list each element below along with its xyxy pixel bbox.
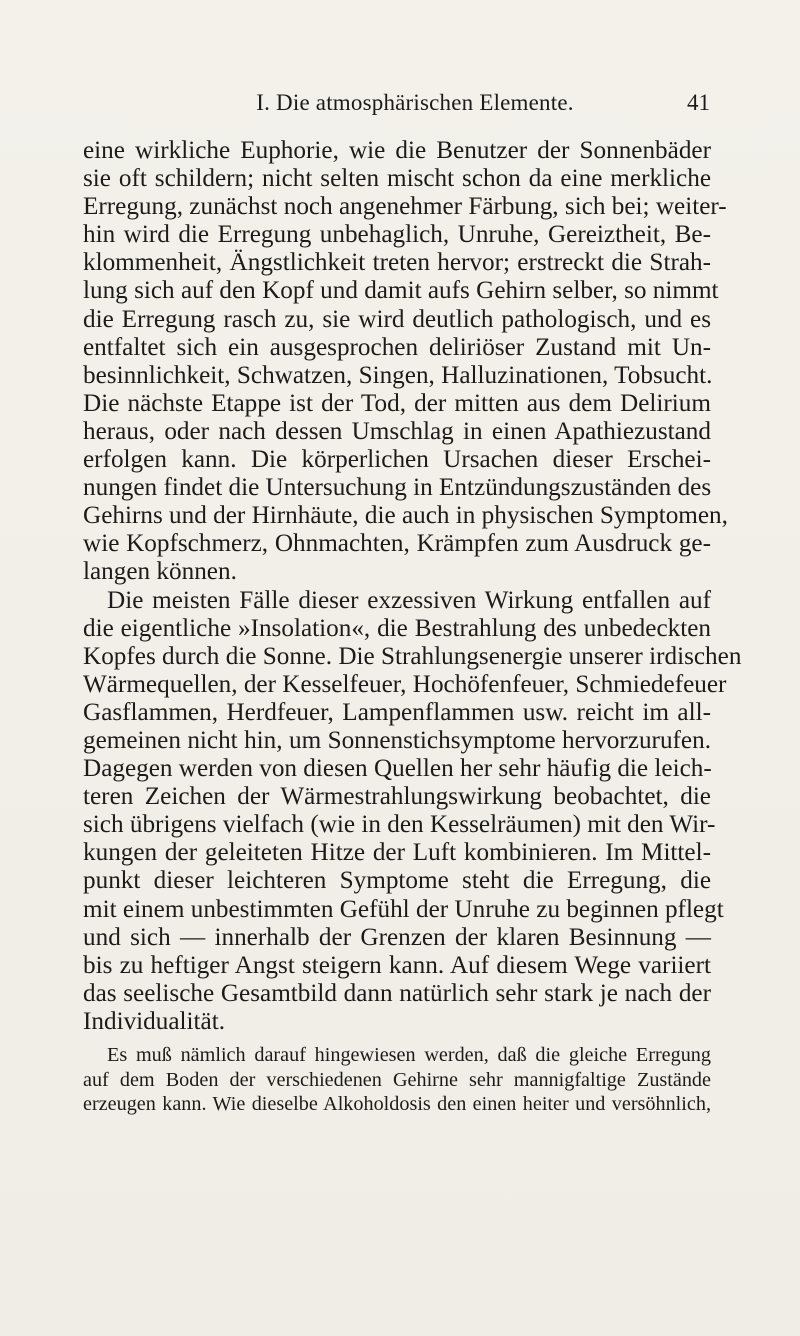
text-line: das seelische Gesamtbild dann natürlich sehr stark je nach der <box>83 979 711 1007</box>
text-line: besinnlichkeit, Schwatzen, Singen, Halluzinationen, Tobsucht. <box>83 361 713 389</box>
text-line: heraus, oder nach dessen Umschlag in einen Apathiezustand <box>83 417 711 445</box>
text-line: erfolgen kann. Die körperlichen Ursachen dieser Erschei- <box>83 446 711 474</box>
text-line: mit einem unbestimmten Gefühl der Unruhe zu beginnen pflegt <box>83 895 724 923</box>
text-line: hin wird die Erregung unbehaglich, Unruhe, Gereiztheit, Be- <box>83 221 711 249</box>
text-line: Die nächste Etappe ist der Tod, der mitten aus dem Delirium <box>83 389 711 417</box>
text-line: nungen findet die Untersuchung in Entzündungszuständen des <box>83 474 712 502</box>
text-line: und sich — innerhalb der Grenzen der klaren Besinnung — <box>83 923 711 951</box>
text-line: die Erregung rasch zu, sie wird deutlich pathologisch, und es <box>83 305 711 333</box>
text-line: teren Zeichen der Wärmestrahlungswirkung beobachtet, die <box>83 783 711 811</box>
paragraph-start-line: Die meisten Fälle dieser exzessiven Wirkung entfallen auf <box>107 586 711 614</box>
main-text <box>83 137 742 1036</box>
chapter-title: I. Die atmosphärischen Elemente. <box>256 90 574 115</box>
text-line: Gehirns und der Hirnhäute, die auch in physischen Symptomen, <box>83 502 728 530</box>
text-line: sich übrigens vielfach (wie in den Kesselräumen) mit den Wir- <box>83 811 716 839</box>
text-line: langen können. <box>83 558 237 586</box>
text-line: klommenheit, Ängstlichkeit treten hervor; erstreckt die Strah- <box>83 249 711 277</box>
text-line: entfaltet sich ein ausgesprochen deliriöser Zustand mit Un- <box>83 333 711 361</box>
text-line: Kopfes durch die Sonne. Die Strahlungsenergie unserer irdischen <box>83 642 742 670</box>
text-line: bis zu heftiger Angst steigern kann. Auf diesem Wege variiert <box>83 951 711 979</box>
text-line: Erregung, zunächst noch angenehmer Färbung, sich bei; weiter- <box>83 193 727 221</box>
text-line: kungen der geleiteten Hitze der Luft kombinieren. Im Mittel- <box>83 839 711 867</box>
text-line: wie Kopfschmerz, Ohnmachten, Krämpfen zum Ausdruck ge- <box>83 530 711 558</box>
footnote-line: Es muß nämlich darauf hingewiesen werden, daß die gleiche Erregung <box>107 1044 711 1066</box>
text-line: die eigentliche »Insolation«, die Bestrahlung des unbedeckten <box>83 614 711 642</box>
text-line: Individualität. <box>83 1007 225 1035</box>
text-line: lung sich auf den Kopf und damit aufs Gehirn selber, so nimmt <box>83 277 719 305</box>
text-line: Dagegen werden von diesen Quellen her sehr häufig die leich- <box>83 755 712 783</box>
running-header <box>120 90 710 120</box>
footnote <box>83 1043 711 1117</box>
text-line: Gasflammen, Herdfeuer, Lampenflammen usw. reicht im all- <box>83 698 711 726</box>
text-line: Wärmequellen, der Kesselfeuer, Hochöfenfeuer, Schmiedefeuer <box>83 670 727 698</box>
text-line: eine wirkliche Euphorie, wie die Benutzer der Sonnenbäder <box>83 137 711 164</box>
text-line: punkt dieser leichteren Symptome steht die Erregung, die <box>83 867 711 895</box>
footnote-line: auf dem Boden der verschiedenen Gehirne sehr mannigfaltige Zustände <box>83 1068 711 1091</box>
page-number: 41 <box>687 90 710 115</box>
text-line: sie oft schildern; nicht selten mischt schon da eine merkliche <box>83 165 711 193</box>
text-line: gemeinen nicht hin, um Sonnenstichsymptome hervorzurufen. <box>83 726 711 754</box>
footnote-line: erzeugen kann. Wie dieselbe Alkoholdosis den einen heiter und versöhnlich, <box>83 1093 711 1115</box>
